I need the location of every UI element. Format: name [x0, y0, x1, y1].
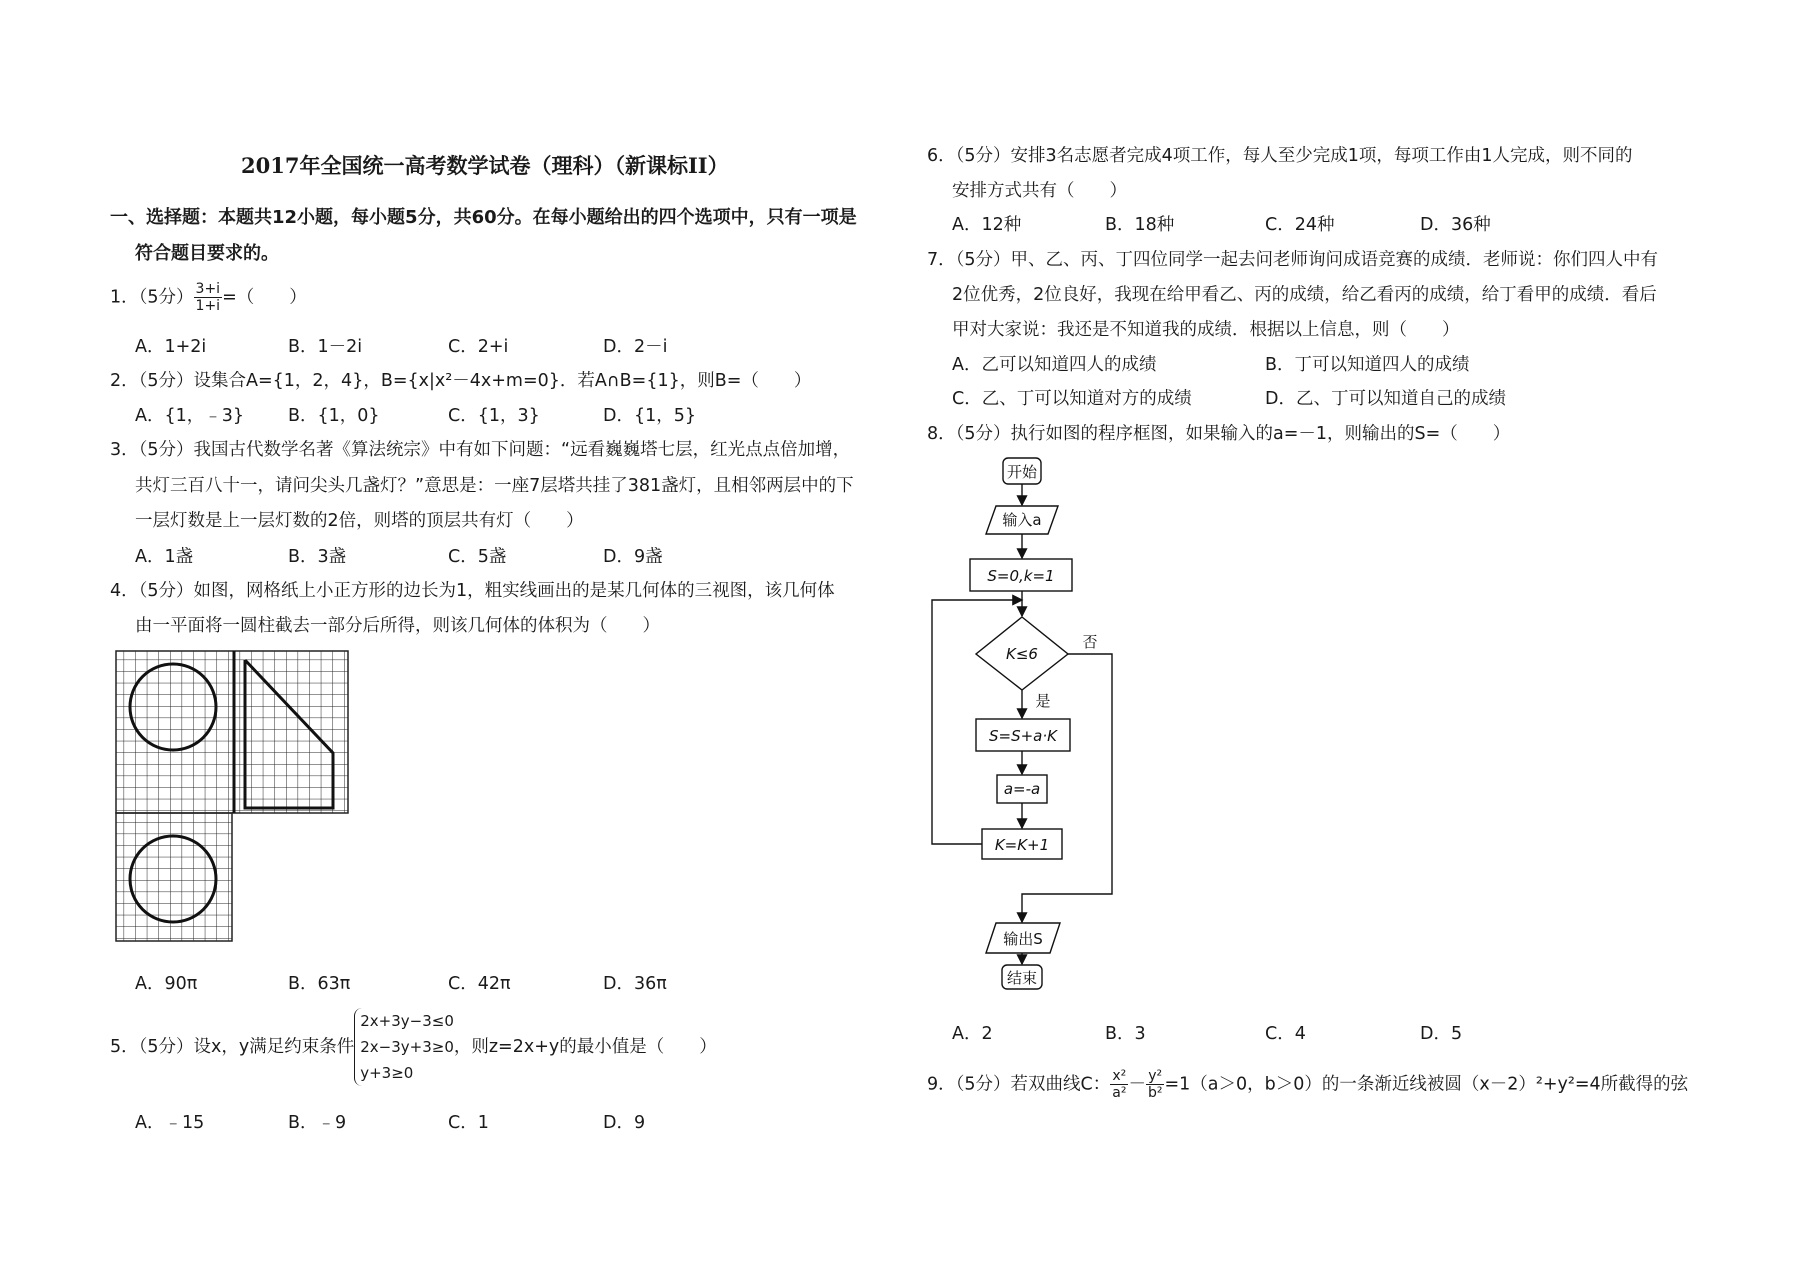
q3-option-d: D．9盏 — [603, 547, 663, 567]
flow-condition-label: K≤6 — [1006, 645, 1038, 663]
q3-option-c: C．5盏 — [448, 547, 507, 567]
q7-option-a: A．乙可以知道四人的成绩 — [952, 355, 1157, 375]
q5-constraint-2: 2x−3y+3≥0 — [360, 1038, 454, 1056]
q5-option-c: C．1 — [448, 1113, 489, 1133]
q5-option-d: D．9 — [603, 1113, 646, 1133]
q8-option-c: C．4 — [1265, 1024, 1306, 1044]
flow-yes-label: 是 — [1035, 692, 1051, 710]
q5-suffix: ，则z=2x+y的最小值是（ ） — [453, 1037, 717, 1057]
question-7-line1: 7．（5分）甲、乙、丙、丁四位同学一起去问老师询问成语竞赛的成绩．老师说：你们四人中有 — [927, 250, 1659, 270]
q3-option-b: B．3盏 — [288, 547, 347, 567]
q9-frac2-num: y² — [1146, 1068, 1165, 1085]
q6-option-b: B．18种 — [1105, 215, 1175, 235]
q8-option-b: B．3 — [1105, 1024, 1146, 1044]
q9-frac2-den: b² — [1147, 1085, 1163, 1101]
question-3-line1: 3．（5分）我国古代数学名著《算法统宗》中有如下问题：“远看巍巍塔七层，红光点点倍加增， — [110, 440, 851, 460]
question-3-line3: 一层灯数是上一层灯数的2倍，则塔的顶层共有灯（ ） — [135, 511, 584, 531]
flow-step-sum-label: S=S+a·K — [989, 727, 1057, 745]
q8-option-a: A．2 — [952, 1024, 993, 1044]
q4-option-c: C．42π — [448, 974, 511, 994]
q9-minus: － — [1128, 1074, 1146, 1095]
q4-option-b: B．63π — [288, 974, 351, 994]
flow-step-negate-label: a=-a — [1003, 780, 1041, 798]
flow-input-label: 输入a — [1002, 511, 1042, 529]
q5-constraints — [354, 1008, 454, 1086]
q1-denominator: 1+i — [195, 298, 221, 314]
question-7-line2: 2位优秀，2位良好，我现在给甲看乙、丙的成绩，给乙看丙的成绩，给丁看甲的成绩．看后 — [952, 285, 1657, 305]
q1-prefix: 1．（5分） — [110, 287, 194, 308]
q9-frac1-den: a² — [1112, 1085, 1127, 1101]
question-1 — [110, 281, 307, 314]
flow-output-label: 输出S — [1003, 930, 1043, 948]
q3-option-a: A．1盏 — [135, 547, 194, 567]
q8-option-d: D．5 — [1420, 1024, 1463, 1044]
question-6-line1: 6．（5分）安排3名志愿者完成4项工作，每人至少完成1项，每项工作由1人完成，则不同的 — [927, 146, 1633, 166]
three-view-figure — [112, 648, 352, 948]
q2-option-a: A．{1，﹣3} — [135, 406, 245, 426]
q6-option-a: A．12种 — [952, 215, 1022, 235]
q5-constraint-1: 2x+3y−3≤0 — [360, 1012, 454, 1030]
flow-step-increment-label: K=K+1 — [994, 836, 1050, 854]
q1-option-d: D．2－i — [603, 337, 668, 357]
page-title: 2017年全国统一高考数学试卷（理科）（新课标II） — [241, 153, 729, 178]
q2-option-c: C．{1，3} — [448, 406, 540, 426]
question-3-line2: 共灯三百八十一，请问尖头几盏灯？”意思是：一座7层塔共挂了381盏灯，且相邻两层中的下 — [135, 476, 854, 496]
flow-no-label: 否 — [1082, 633, 1098, 651]
question-7-line3: 甲对大家说：我还是不知道我的成绩．根据以上信息，则（ ） — [952, 320, 1460, 340]
q2-option-d: D．{1，5} — [603, 406, 697, 426]
q6-option-c: C．24种 — [1265, 215, 1335, 235]
flow-init-label: S=0,k=1 — [987, 567, 1055, 585]
q4-option-a: A．90π — [135, 974, 198, 994]
q5-prefix: 5．（5分）设x，y满足约束条件 — [110, 1037, 355, 1057]
program-flowchart — [920, 450, 1140, 990]
q7-option-d: D．乙、丁可以知道自己的成绩 — [1265, 389, 1506, 409]
question-4-line1: 4．（5分）如图，网格纸上小正方形的边长为1，粗实线画出的是某几何体的三视图，该几何体 — [110, 581, 835, 601]
q2-option-b: B．{1，0} — [288, 406, 380, 426]
question-8: 8．（5分）执行如图的程序框图，如果输入的a=－1，则输出的S=（ ） — [927, 424, 1511, 444]
q1-suffix: =（ ） — [222, 287, 307, 308]
q1-option-a: A．1+2i — [135, 337, 207, 357]
flow-end-label: 结束 — [1006, 969, 1038, 987]
q7-option-b: B．丁可以知道四人的成绩 — [1265, 355, 1470, 375]
q1-option-b: B．1－2i — [288, 337, 363, 357]
section-header-line2: 符合题目要求的。 — [135, 243, 279, 264]
section-header-line1: 一、选择题：本题共12小题，每小题5分，共60分。在每小题给出的四个选项中，只有一项是 — [110, 207, 857, 228]
q5-constraint-3: y+3≥0 — [360, 1064, 414, 1082]
question-9 — [927, 1068, 1688, 1101]
question-2: 2．（5分）设集合A={1，2，4}，B={x|x²－4x+m=0}．若A∩B={1}，则B=（ ） — [110, 371, 812, 391]
q9-fraction-x — [1110, 1068, 1128, 1101]
q4-option-d: D．36π — [603, 974, 667, 994]
q9-prefix: 9．（5分）若双曲线C： — [927, 1074, 1111, 1095]
q7-option-c: C．乙、丁可以知道对方的成绩 — [952, 389, 1192, 409]
q9-frac1-num: x² — [1110, 1068, 1128, 1085]
q1-fraction — [194, 281, 223, 314]
q5-option-b: B．﹣9 — [288, 1113, 347, 1133]
q1-option-c: C．2+i — [448, 337, 509, 357]
question-5 — [110, 1008, 717, 1086]
q6-option-d: D．36种 — [1420, 215, 1491, 235]
q9-suffix: =1（a＞0，b＞0）的一条渐近线被圆（x－2）²+y²=4所截得的弦 — [1164, 1074, 1689, 1095]
question-4-line2: 由一平面将一圆柱截去一部分后所得，则该几何体的体积为（ ） — [135, 616, 660, 636]
q9-fraction-y — [1146, 1068, 1165, 1101]
q1-numerator: 3+i — [195, 281, 221, 297]
question-6-line2: 安排方式共有（ ） — [952, 181, 1127, 201]
q5-option-a: A．﹣15 — [135, 1113, 205, 1133]
flow-start-label: 开始 — [1006, 463, 1038, 481]
